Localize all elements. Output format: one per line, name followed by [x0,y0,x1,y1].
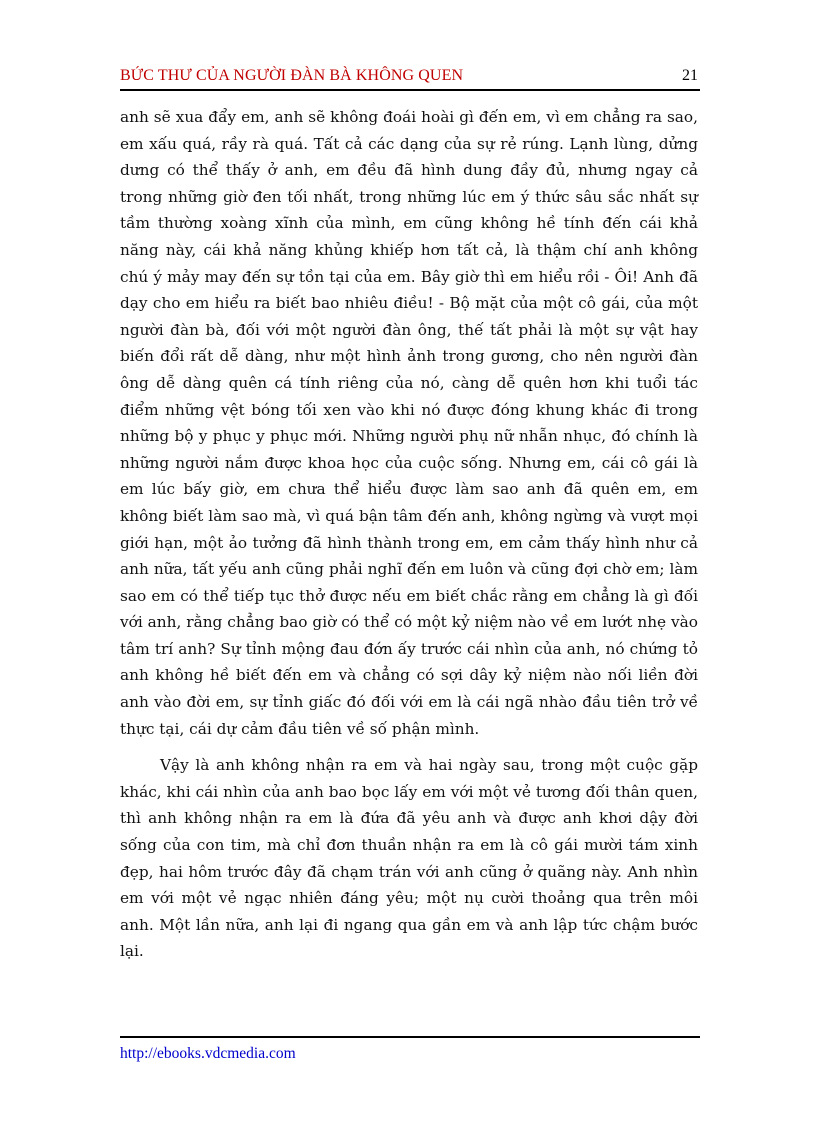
page-header [120,63,700,87]
paragraph: Vậy là anh không nhận ra em và hai ngày sau, trong một cuộc gặp khác, khi cái nhìn của anh bao bọc lấy em với một vẻ tương đối thân quen, thì anh không nhận ra em là đứa đã yêu anh và được anh khơi dậy đời sống của con tim, mà chỉ đơn thuần nhận ra em là cô gái mười tám xinh đẹp, hai hôm trước đây đã chạm trán với anh cũng ở quãng này. Anh nhìn em với một vẻ ngạc nhiên đáng yêu; một nụ cười thoảng qua trên môi anh. Một lần nữa, anh lại đi ngang qua gần em và anh lập tức chậm bước lại. [120,756,698,961]
footer-website-link[interactable]: http://ebooks.vdcmedia.com [120,1045,296,1062]
body-text [120,104,698,965]
running-title: BỨC THƯ CỦA NGƯỜI ĐÀN BÀ KHÔNG QUEN [120,67,464,84]
footer-divider [120,1036,700,1038]
paragraph: anh sẽ xua đẩy em, anh sẽ không đoái hoài gì đến em, vì em chẳng ra sao, em xấu quá, rầy rà quá. Tất cả các dạng của sự rẻ rúng. Lạnh lùng, dửng dưng có thể thấy ở anh, em đều đã hình dung đầy đủ, nhưng ngay cả trong những giờ đen tối nhất, trong những lúc em ý thức sâu sắc nhất sự tầm thường xoàng xĩnh của mình, em cũng không hề tính đến cái khả năng này, cái khả năng khủng khiếp hơn tất cả, là thậm chí anh không chú ý mảy may đến sự tồn tại của em. Bây giờ thì em hiểu rồi - Ôi! Anh đã dạy cho em hiểu ra biết bao nhiêu điều! - Bộ mặt của một cô gái, của một người đàn bà, đối với một người đàn ông, thế tất phải là một sự vật hay biến đổi rất dễ dàng, như một hình ảnh trong gương, cho nên người đàn ông dễ dàng quên cá tính riêng của nó, càng dễ quên hơn khi tuổi tác điểm những vệt bóng tối xen vào khi nó được đóng khung khác đi trong những bộ y phục y phục mới. Những người phụ nữ nhẫn nhục, đó chính là những người nắm được khoa học của cuộc sống. Nhưng em, cái cô gái là em lúc bấy giờ, em chưa thể hiểu được làm sao anh đã quên em, em không biết làm sao mà, vì quá bận tâm đến anh, không ngừng và vượt mọi giới hạn, một ảo tưởng đã hình thành trong em, em cảm thấy hình như cả anh nữa, tất yếu anh cũng phải nghĩ đến em luôn và cũng đợi chờ em; làm sao em có thể tiếp tục thở được nếu em biết chắc rằng em chẳng là gì đối với anh, rằng chẳng bao giờ có thể có một kỷ niệm nào về em lướt nhẹ vào tâm trí anh? Sự tỉnh mộng đau đớn ấy trước cái nhìn của anh, nó chứng tỏ anh không hề biết đến em và chẳng có sợi dây kỷ niệm nào nối liền đời anh vào đời em, sự tỉnh giấc đó đối với em là cái ngã nhào đầu tiên trở về thực tại, cái dự cảm đầu tiên về số phận mình. [120,108,698,738]
page-number: 21 [682,67,698,84]
header-divider [120,89,700,91]
